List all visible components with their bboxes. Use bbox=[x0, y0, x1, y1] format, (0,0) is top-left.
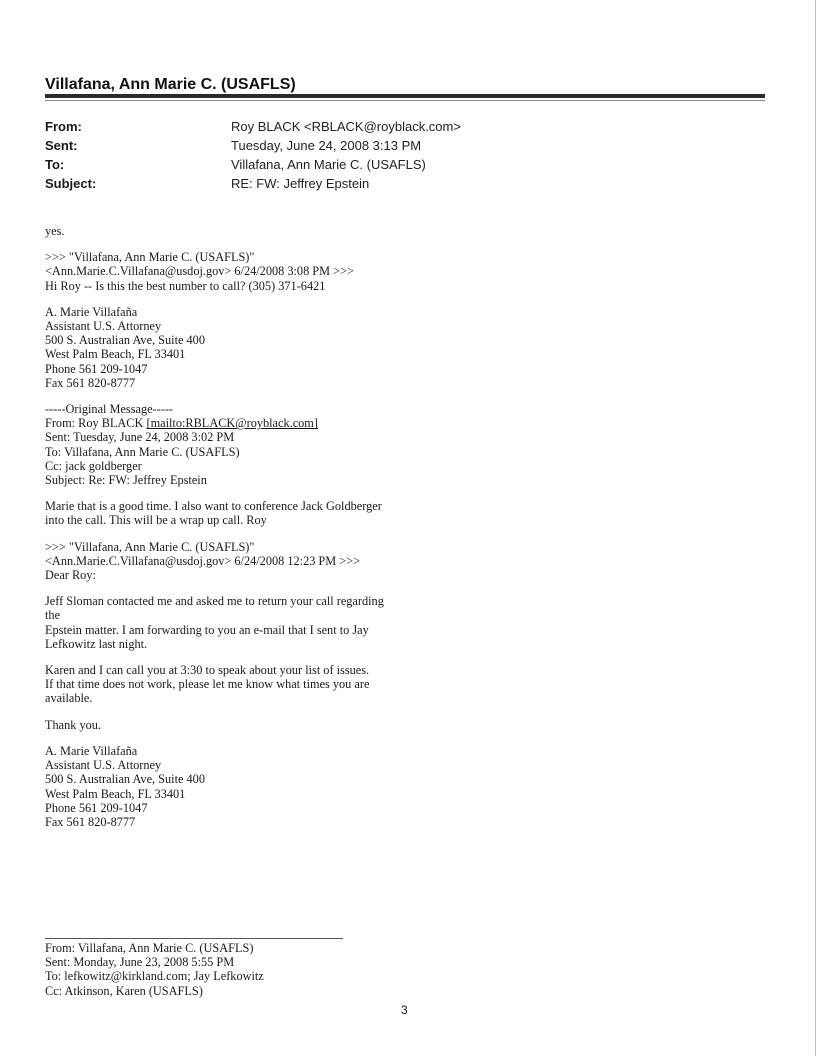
thanks-line: Thank you. bbox=[45, 717, 102, 732]
sent-value: Tuesday, June 24, 2008 3:13 PM bbox=[231, 138, 422, 153]
to-value: Villafana, Ann Marie C. (USAFLS) bbox=[231, 157, 426, 172]
original-sent: Sent: Tuesday, June 24, 2008 3:02 PM bbox=[45, 430, 235, 445]
signature-line: Fax 561 820-8777 bbox=[45, 375, 136, 390]
original-divider: -----Original Message----- bbox=[45, 402, 174, 417]
signature-block-1 bbox=[45, 305, 475, 390]
page-number: 3 bbox=[401, 1003, 408, 1017]
from-label: From: bbox=[45, 119, 82, 134]
quote-line: >>> "Villafana, Ann Marie C. (USAFLS)" bbox=[45, 539, 255, 554]
signature-line: Assistant U.S. Attorney bbox=[45, 758, 162, 773]
original-cc: Cc: jack goldberger bbox=[45, 458, 142, 473]
forwarded-cc: Cc: Atkinson, Karen (USAFLS) bbox=[45, 983, 203, 998]
paragraph-karen bbox=[45, 663, 475, 706]
message-line: into the call. This will be a wrap up call. Roy bbox=[45, 513, 267, 528]
paragraph-line: Karen and I can call you at 3:30 to speak about your list of issues. bbox=[45, 663, 370, 678]
paragraph-sloman bbox=[45, 594, 475, 651]
signature-line: Fax 561 820-8777 bbox=[45, 814, 136, 829]
mailto-link[interactable]: [mailto:RBLACK@royblack.com] bbox=[146, 416, 318, 431]
signature-line: Assistant U.S. Attorney bbox=[45, 319, 162, 334]
forwarded-sent: Sent: Monday, June 23, 2008 5:55 PM bbox=[45, 955, 235, 970]
original-from bbox=[45, 416, 475, 430]
paragraph-line: If that time does not work, please let me know what times you are bbox=[45, 677, 370, 692]
reply-line: yes. bbox=[45, 224, 65, 238]
sender-name-title: Villafana, Ann Marie C. (USAFLS) bbox=[45, 76, 296, 93]
original-subject: Subject: Re: FW: Jeffrey Epstein bbox=[45, 473, 207, 488]
sent-label: Sent: bbox=[45, 138, 78, 153]
quote-line: >>> "Villafana, Ann Marie C. (USAFLS)" bbox=[45, 250, 255, 265]
paragraph-line: Jeff Sloman contacted me and asked me to return your call regarding bbox=[45, 594, 384, 609]
thanks-text bbox=[45, 718, 475, 732]
paragraph-line: available. bbox=[45, 691, 93, 706]
footer-separator bbox=[45, 938, 343, 939]
header-from-row bbox=[45, 117, 545, 136]
signature-line: West Palm Beach, FL 33401 bbox=[45, 786, 186, 801]
subject-value: RE: FW: Jeffrey Epstein bbox=[231, 176, 370, 191]
original-from-text: From: Roy BLACK bbox=[45, 416, 147, 431]
header-rule-thin bbox=[45, 100, 765, 101]
signature-block-2 bbox=[45, 744, 475, 829]
forwarded-header bbox=[45, 941, 475, 998]
header-rule-thick bbox=[45, 94, 765, 98]
header-subject-row bbox=[45, 174, 545, 193]
quote-line: <Ann.Marie.C.Villafana@usdoj.gov> 6/24/2008 3:08 PM >>> bbox=[45, 264, 354, 279]
forwarded-from: From: Villafana, Ann Marie C. (USAFLS) bbox=[45, 941, 254, 955]
original-message-header bbox=[45, 402, 475, 487]
header-to-row bbox=[45, 155, 545, 174]
signature-line: Phone 561 209-1047 bbox=[45, 800, 148, 815]
email-header-fields bbox=[45, 117, 545, 193]
signature-line: Phone 561 209-1047 bbox=[45, 361, 148, 376]
forwarded-to: To: lefkowitz@kirkland.com; Jay Lefkowitz bbox=[45, 969, 264, 984]
original-to: To: Villafana, Ann Marie C. (USAFLS) bbox=[45, 444, 240, 459]
quote-line: <Ann.Marie.C.Villafana@usdoj.gov> 6/24/2008 12:23 PM >>> bbox=[45, 553, 361, 568]
quote-line: Dear Roy: bbox=[45, 568, 96, 583]
paragraph-line: the bbox=[45, 608, 61, 623]
paragraph-line: Epstein matter. I am forwarding to you an e-mail that I sent to Jay bbox=[45, 622, 369, 637]
reply-text bbox=[45, 224, 475, 238]
to-label: To: bbox=[45, 157, 65, 172]
quoted-header-1 bbox=[45, 250, 475, 293]
email-body bbox=[45, 224, 475, 841]
quoted-header-2 bbox=[45, 540, 475, 583]
signature-line: A. Marie Villafaña bbox=[45, 743, 138, 758]
signature-line: A. Marie Villafaña bbox=[45, 304, 138, 319]
signature-line: West Palm Beach, FL 33401 bbox=[45, 347, 186, 362]
paragraph-line: Lefkowitz last night. bbox=[45, 636, 148, 651]
signature-line: 500 S. Australian Ave, Suite 400 bbox=[45, 772, 205, 787]
page-edge bbox=[815, 0, 816, 1056]
quote-line: Hi Roy -- Is this the best number to call? (305) 371-6421 bbox=[45, 278, 326, 293]
subject-label: Subject: bbox=[45, 176, 97, 191]
signature-line: 500 S. Australian Ave, Suite 400 bbox=[45, 333, 205, 348]
from-value: Roy BLACK <RBLACK@royblack.com> bbox=[231, 119, 461, 134]
header-sent-row bbox=[45, 136, 545, 155]
message-line: Marie that is a good time. I also want to conference Jack Goldberger bbox=[45, 499, 382, 514]
message-roy bbox=[45, 499, 475, 527]
